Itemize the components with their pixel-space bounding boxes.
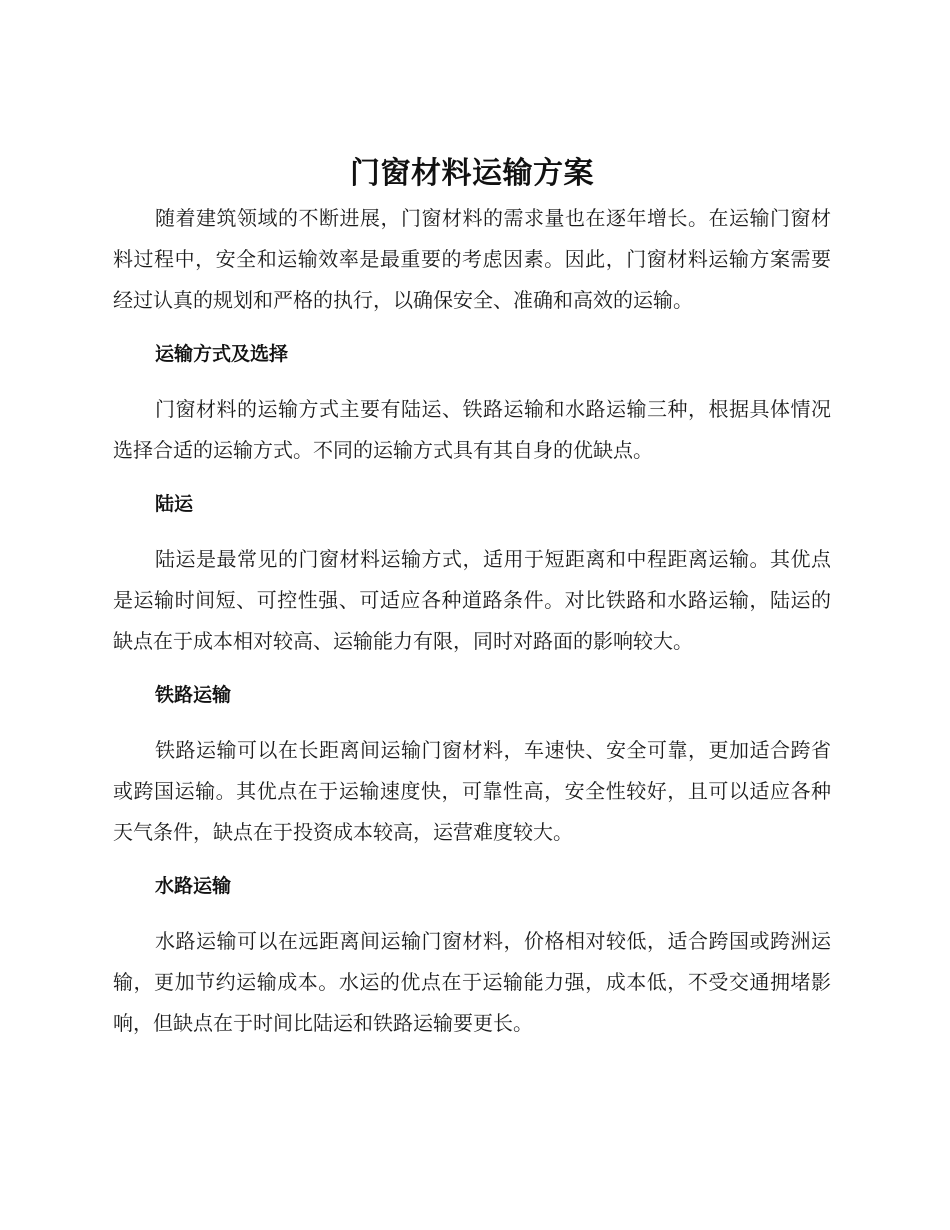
section-body-waterway: 水路运输可以在远距离间运输门窗材料，价格相对较低，适合跨国或跨洲运输，更加节约运输成本。水运的优点在于运输能力强，成本低，不受交通拥堵影响，但缺点在于时间比陆运和铁路运输要更长。 — [113, 929, 831, 1035]
section-heading-road: 陆运 — [155, 493, 194, 515]
section-body-road: 陆运是最常见的门窗材料运输方式，适用于短距离和中程距离运输。其优点是运输时间短、可控性强、可适应各种道路条件。对比铁路和水路运输，陆运的缺点在于成本相对较高、运输能力有限，同时对路面的影响较大。 — [113, 547, 831, 653]
spacer — [113, 907, 831, 921]
spacer — [113, 716, 831, 730]
section-heading-waterway: 水路运输 — [155, 875, 232, 897]
spacer — [113, 321, 831, 334]
document-page — [113, 150, 831, 1044]
spacer — [113, 525, 831, 539]
section-body-rail: 铁路运输可以在长距离间运输门窗材料，车速快、安全可靠，更加适合跨省或跨国运输。其优点在于运输速度快，可靠性高，安全性较好，且可以适应各种天气条件，缺点在于投资成本较高，运营难度较大。 — [113, 738, 831, 844]
section-heading-transport-methods: 运输方式及选择 — [155, 343, 289, 365]
spacer — [113, 375, 831, 389]
spacer — [113, 853, 831, 866]
document-title: 门窗材料运输方案 — [350, 156, 594, 191]
section-heading-rail: 铁路运输 — [155, 684, 232, 706]
section-body-transport-methods: 门窗材料的运输方式主要有陆运、铁路运输和水路运输三种，根据具体情况选择合适的运输方式。不同的运输方式具有其自身的优缺点。 — [113, 397, 831, 462]
spacer — [113, 662, 831, 675]
spacer — [113, 471, 831, 484]
intro-paragraph: 随着建筑领域的不断进展，门窗材料的需求量也在逐年增长。在运输门窗材料过程中，安全和运输效率是最重要的考虑因素。因此，门窗材料运输方案需要经过认真的规划和严格的执行，以确保安全、准确和高效的运输。 — [113, 206, 831, 312]
